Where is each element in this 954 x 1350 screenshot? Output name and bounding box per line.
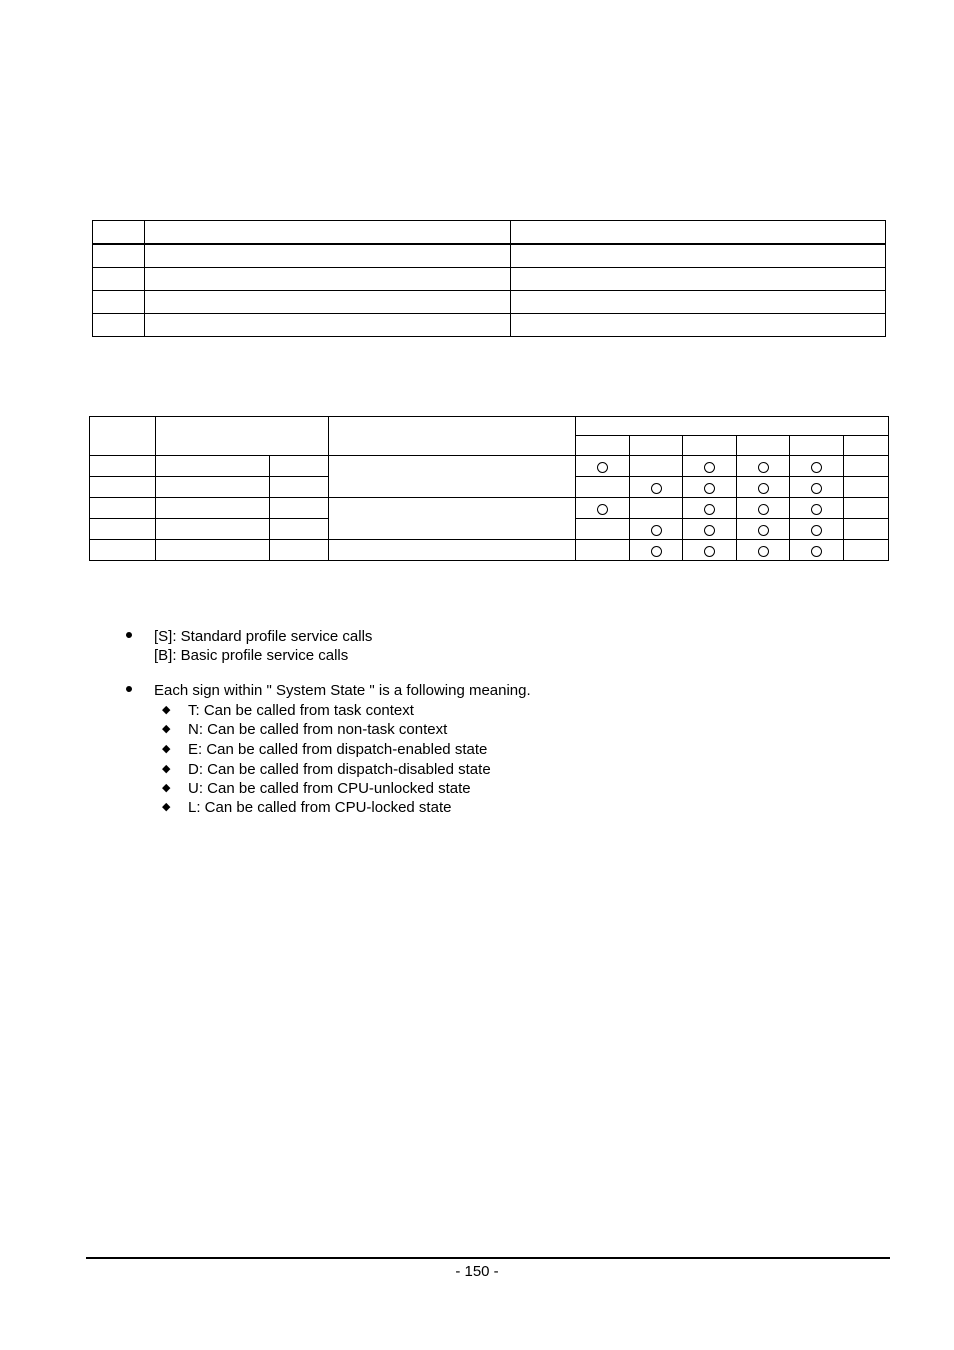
state-cell-u (790, 477, 844, 498)
state-cell-n (630, 540, 683, 561)
state-cell-d (737, 498, 790, 519)
service-call-table-header (90, 417, 889, 436)
diamond-bullet-icon: ◆ (162, 723, 171, 735)
bullet-dot-icon (126, 632, 132, 638)
circle-mark-icon (597, 462, 608, 473)
state-cell-n (630, 456, 683, 477)
circle-mark-icon (651, 546, 662, 557)
state-cell-l (844, 519, 889, 540)
state-note-d: D: Can be called from dispatch-disabled state (188, 761, 491, 778)
circle-mark-icon (704, 504, 715, 515)
state-cell-e (683, 498, 737, 519)
system-state-intro: Each sign within " System State " is a following meaning. (154, 682, 531, 699)
table-row (93, 268, 886, 291)
footer-divider (86, 1257, 890, 1259)
state-cell-l (844, 540, 889, 561)
table-row (93, 244, 886, 268)
state-note-n: N: Can be called from non-task context (188, 721, 448, 738)
table-row (90, 540, 889, 561)
parameter-table (92, 220, 886, 337)
state-cell-l (844, 498, 889, 519)
state-cell-u (790, 456, 844, 477)
circle-mark-icon (704, 546, 715, 557)
circle-mark-icon (811, 483, 822, 494)
table-row (90, 456, 889, 477)
system-state-header (576, 417, 889, 436)
circle-mark-icon (704, 483, 715, 494)
circle-mark-icon (811, 462, 822, 473)
state-cell-d (737, 477, 790, 498)
diamond-bullet-icon: ◆ (162, 801, 171, 813)
circle-mark-icon (651, 483, 662, 494)
state-cell-t (576, 498, 630, 519)
bullet-dot-icon (126, 686, 132, 692)
state-cell-e (683, 456, 737, 477)
state-cell-t (576, 456, 630, 477)
table-row (90, 498, 889, 519)
circle-mark-icon (758, 504, 769, 515)
state-cell-d (737, 519, 790, 540)
state-cell-l (844, 456, 889, 477)
state-cell-n (630, 519, 683, 540)
diamond-bullet-icon: ◆ (162, 763, 171, 775)
state-cell-e (683, 519, 737, 540)
state-note-u: U: Can be called from CPU-unlocked state (188, 780, 471, 797)
circle-mark-icon (758, 525, 769, 536)
circle-mark-icon (758, 462, 769, 473)
diamond-bullet-icon: ◆ (162, 704, 171, 716)
circle-mark-icon (597, 504, 608, 515)
profile-note-standard: [S]: Standard profile service calls (154, 628, 373, 645)
circle-mark-icon (758, 483, 769, 494)
diamond-bullet-icon: ◆ (162, 743, 171, 755)
state-cell-t (576, 477, 630, 498)
page-number: - 150 - (455, 1263, 499, 1280)
circle-mark-icon (758, 546, 769, 557)
circle-mark-icon (704, 525, 715, 536)
parameter-table-header (93, 221, 886, 245)
service-call-table (89, 416, 889, 561)
circle-mark-icon (704, 462, 715, 473)
state-cell-t (576, 519, 630, 540)
state-cell-l (844, 477, 889, 498)
table-row (93, 314, 886, 337)
state-cell-d (737, 456, 790, 477)
state-cell-d (737, 540, 790, 561)
state-cell-u (790, 498, 844, 519)
state-cell-e (683, 477, 737, 498)
state-cell-u (790, 540, 844, 561)
state-cell-u (790, 519, 844, 540)
table-row (93, 291, 886, 314)
circle-mark-icon (811, 546, 822, 557)
state-cell-n (630, 477, 683, 498)
state-cell-t (576, 540, 630, 561)
profile-note-basic: [B]: Basic profile service calls (154, 647, 349, 664)
circle-mark-icon (811, 525, 822, 536)
circle-mark-icon (811, 504, 822, 515)
state-cell-e (683, 540, 737, 561)
state-note-t: T: Can be called from task context (188, 702, 414, 719)
state-cell-n (630, 498, 683, 519)
diamond-bullet-icon: ◆ (162, 782, 171, 794)
state-note-e: E: Can be called from dispatch-enabled state (188, 741, 488, 758)
circle-mark-icon (651, 525, 662, 536)
state-note-l: L: Can be called from CPU-locked state (188, 799, 452, 816)
